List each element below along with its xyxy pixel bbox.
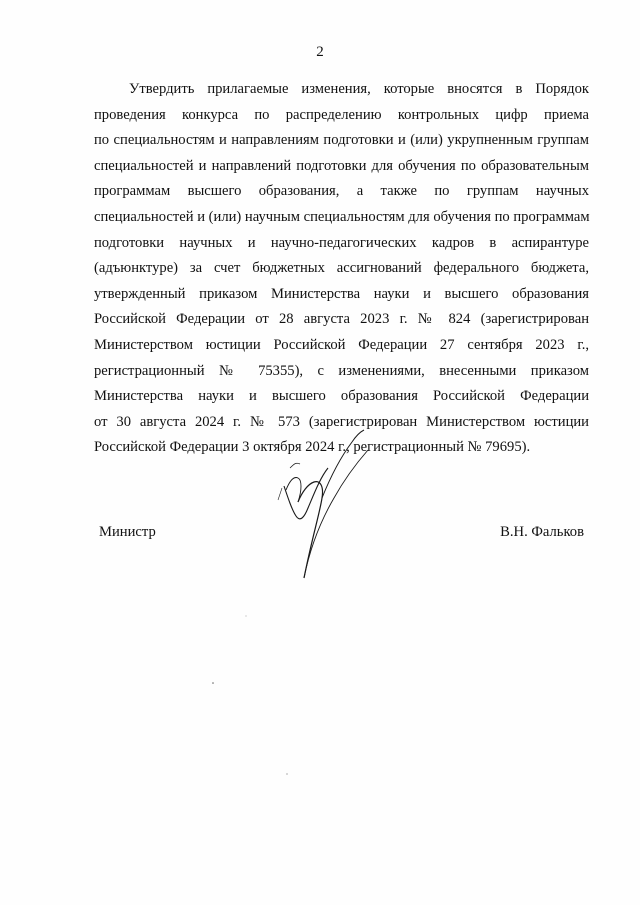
body-paragraph — [94, 77, 589, 461]
body-line: специальностей и (или) научным специальностям для обучения по программам — [94, 208, 590, 225]
handwritten-signature — [268, 428, 378, 588]
body-line: Российской Федерации 3 октября 2024 г., регистрационный № 79695). — [94, 439, 531, 456]
body-line: по специальностям и направлениям подготовки и (или) укрупненным группам — [94, 132, 589, 149]
body-line: Российской Федерации от 28 августа 2023 г. № 824 (зарегистрирован — [94, 311, 589, 328]
page-number: 2 — [316, 44, 324, 60]
body-line: утвержденный приказом Министерства науки и высшего образования — [94, 285, 589, 302]
signer-title: Министр — [99, 524, 156, 540]
body-line: (адъюнктуре) за счет бюджетных ассигнований федерального бюджета, — [94, 260, 589, 277]
body-line: Министерства науки и высшего образования Российской Федерации — [94, 388, 589, 405]
body-line: от 30 августа 2024 г. № 573 (зарегистрирован Министерством юстиции — [94, 413, 589, 430]
body-line: специальностей и направлений подготовки для обучения по образовательным — [94, 157, 589, 174]
body-line: Министерством юстиции Российской Федерации 27 сентября 2023 г., — [94, 336, 589, 353]
body-line: программам высшего образования, а также по группам научных — [94, 183, 589, 200]
body-line: подготовки научных и научно-педагогических кадров в аспирантуре — [94, 234, 589, 251]
signer-name: В.Н. Фальков — [500, 524, 584, 540]
body-line: Утвердить прилагаемые изменения, которые вносятся в Порядок — [129, 81, 589, 97]
body-line: регистрационный № 75355), с изменениями, внесенными приказом — [94, 362, 589, 379]
body-line: проведения конкурса по распределению контрольных цифр приема — [94, 106, 589, 123]
